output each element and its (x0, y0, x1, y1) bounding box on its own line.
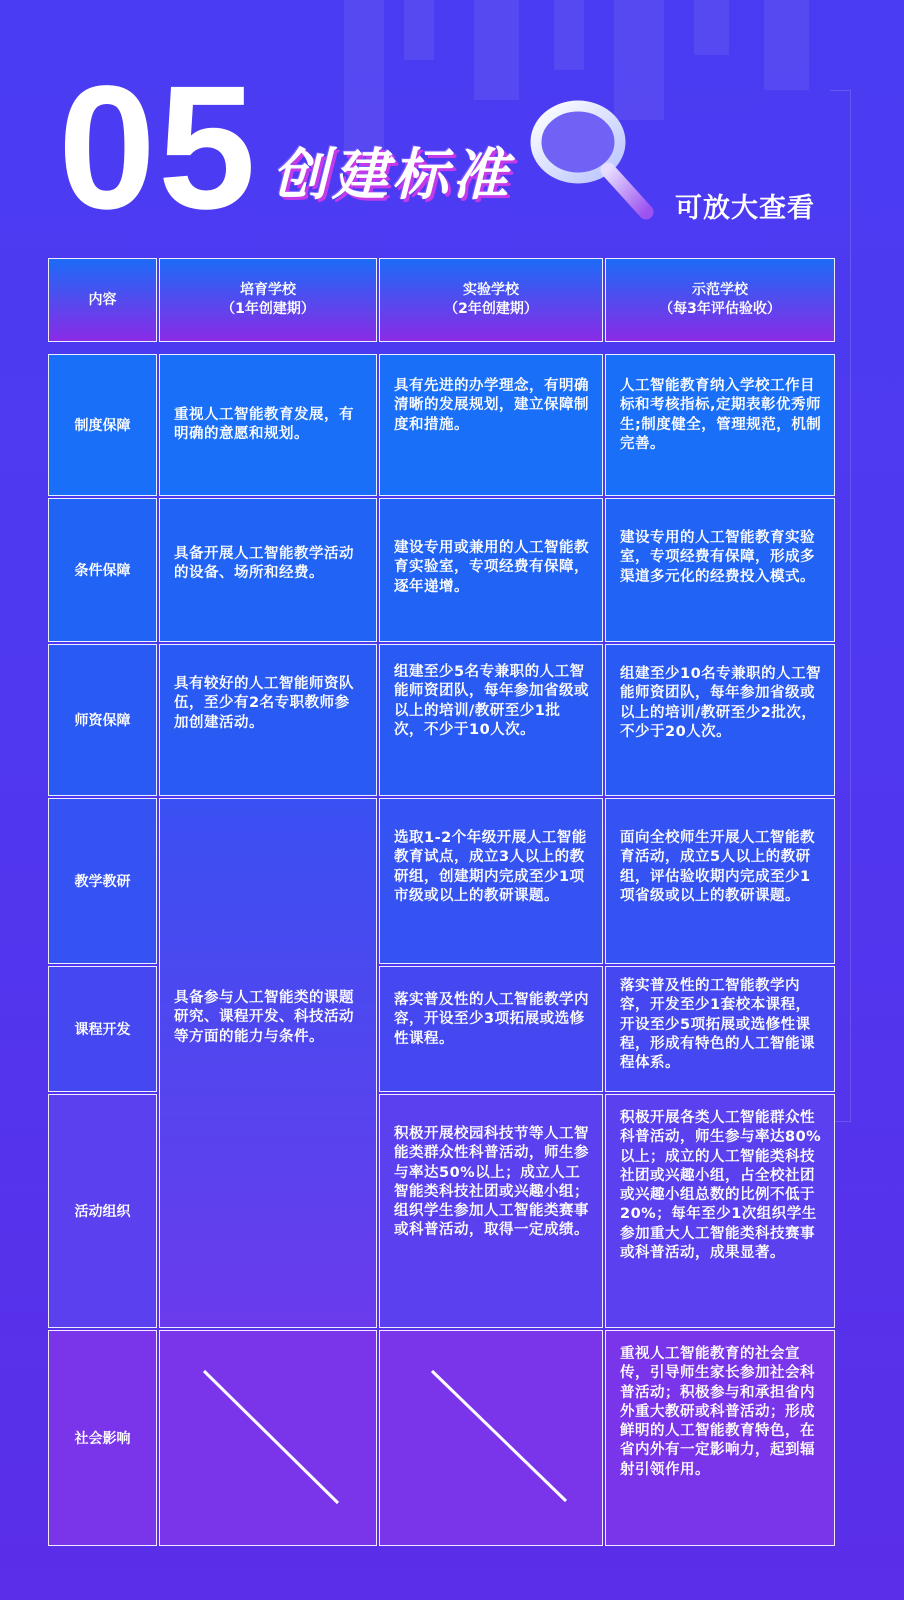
cell-jiaoxue-shifan: 面向全校师生开展人工智能教育活动，成立5人以上的教研组，评估验收期内完成至少1项省级或以上的教研课题。 (605, 798, 835, 964)
row-label-shizi: 师资保障 (48, 644, 157, 796)
row-label-jiaoxue: 教学教研 (48, 798, 157, 964)
section-number: 05 (58, 50, 258, 246)
cell-kecheng-shiyan: 落实普及性的人工智能教学内容，开设至少3项拓展或选修性课程。 (379, 966, 603, 1092)
cell-tiaojian-peiyu: 具备开展人工智能教学活动的设备、场所和经费。 (159, 498, 377, 642)
cell-zhidu-shifan: 人工智能教育纳入学校工作目标和考核指标,定期表彰优秀师生;制度健全，管理规范，机制完善。 (605, 354, 835, 496)
cell-peiyu-merged: 具备参与人工智能类的课题研究、课程开发、科技活动等方面的能力与条件。 (159, 798, 377, 1328)
page-title: 创建标准 (272, 143, 512, 208)
cell-huodong-shiyan: 积极开展校园科技节等人工智能类群众性科普活动，师生参与率达50%以上；成立人工智能类科技社团或兴趣小组；组织学生参加人工智能类赛事或科普活动，取得一定成绩。 (379, 1094, 603, 1328)
cell-shizi-shiyan: 组建至少5名专兼职的人工智能师资团队，每年参加省级或以上的培训/教研至少1批次，不少于10人次。 (379, 644, 603, 796)
cell-kecheng-shifan: 落实普及性的工智能教学内容，开发至少1套校本课程，开设至少5项拓展或选修性课程，形成有特色的人工智能课程体系。 (605, 966, 835, 1092)
cell-shizi-peiyu: 具有较好的人工智能师资队伍，至少有2名专职教师参加创建活动。 (159, 644, 377, 796)
column-header-shifan: 示范学校 （每3年评估验收） (605, 258, 835, 342)
row-label-huodong: 活动组织 (48, 1094, 157, 1328)
slash-empty-icon (380, 1331, 602, 1545)
cell-shehui-peiyu-empty (159, 1330, 377, 1546)
cell-shehui-shiyan-empty (379, 1330, 603, 1546)
column-header-shiyan: 实验学校 （2年创建期） (379, 258, 603, 342)
cell-tiaojian-shiyan: 建设专用或兼用的人工智能教育实验室，专项经费有保障，逐年递增。 (379, 498, 603, 642)
row-label-tiaojian: 条件保障 (48, 498, 157, 642)
cell-tiaojian-shifan: 建设专用的人工智能教育实验室，专项经费有保障，形成多渠道多元化的经费投入模式。 (605, 498, 835, 642)
column-header-content: 内容 (48, 258, 157, 342)
cell-zhidu-shiyan: 具有先进的办学理念，有明确清晰的发展规划，建立保障制度和措施。 (379, 354, 603, 496)
zoom-hint-text: 可放大查看 (675, 193, 815, 224)
row-label-zhidu: 制度保障 (48, 354, 157, 496)
cell-shehui-shifan: 重视人工智能教育的社会宣传，引导师生家长参加社会科普活动；积极参与和承担省内外重大教研或科普活动；形成鲜明的人工智能教育特色，在省内外有一定影响力，起到辐射引领作用。 (605, 1330, 835, 1546)
magnifier-icon (520, 96, 660, 232)
cell-shizi-shifan: 组建至少10名专兼职的人工智能师资团队，每年参加省级或以上的培训/教研至少2批次，不少于20人次。 (605, 644, 835, 796)
slash-empty-icon (160, 1331, 376, 1545)
cell-jiaoxue-shiyan: 选取1-2个年级开展人工智能教育试点，成立3人以上的教研组，创建期内完成至少1项市级或以上的教研课题。 (379, 798, 603, 964)
row-label-shehui: 社会影响 (48, 1330, 157, 1546)
cell-huodong-shifan: 积极开展各类人工智能群众性科普活动，师生参与率达80%以上；成立的人工智能类科技社团或兴趣小组，占全校社团或兴趣小组总数的比例不低于20%；每年至少1次组织学生参加重大人工智能类科技赛事或科普活动，成果显著。 (605, 1094, 835, 1328)
row-label-kecheng: 课程开发 (48, 966, 157, 1092)
cell-zhidu-peiyu: 重视人工智能教育发展，有明确的意愿和规划。 (159, 354, 377, 496)
column-header-peiyu: 培育学校 （1年创建期） (159, 258, 377, 342)
